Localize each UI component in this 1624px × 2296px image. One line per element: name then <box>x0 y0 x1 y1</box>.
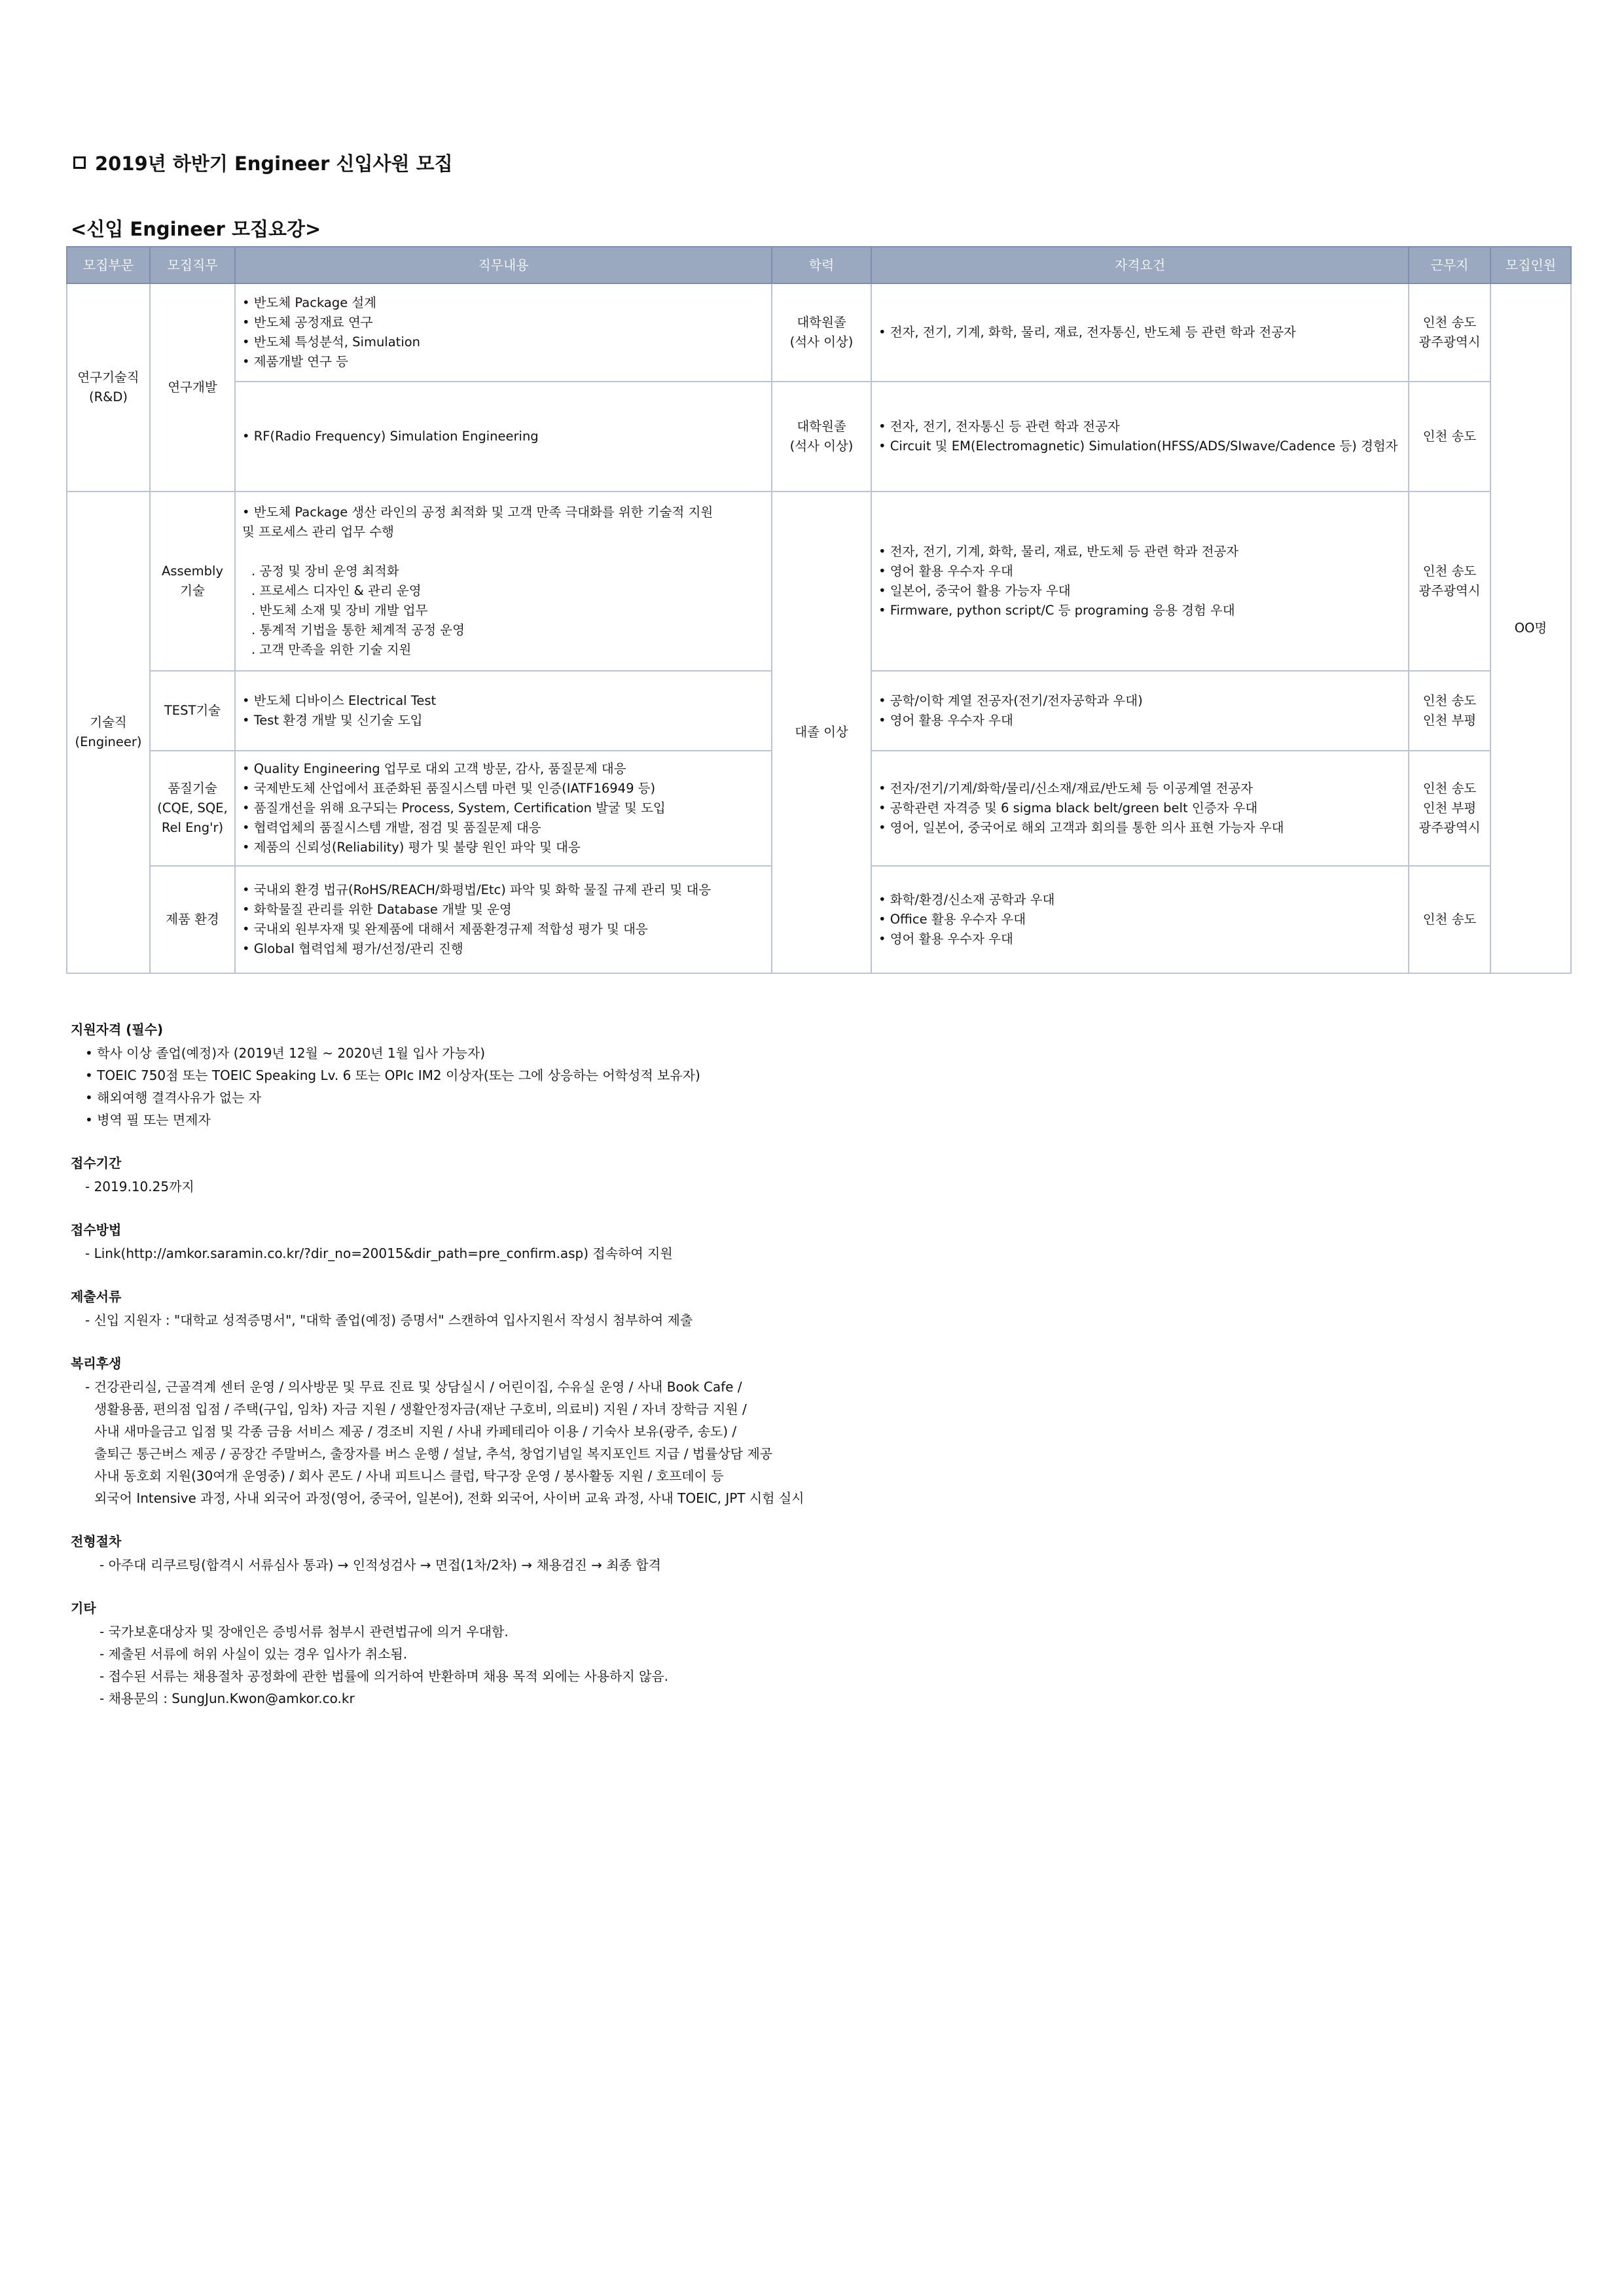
section-title: 전형절차 <box>71 1534 122 1549</box>
education-rnd-2: 대학원졸 (석사 이상) <box>772 382 871 492</box>
list-item: - 접수된 서류는 채용절차 공정화에 관한 법률에 의거하여 반환하며 채용 목적 외에는 사용하지 않음. <box>99 1668 669 1684</box>
list-item: 외국어 Intensive 과정, 사내 외국어 과정(영어, 중국어, 일본어), 전화 외국어, 사이버 교육 과정, 사내 TOEIC, JPT 시험 실시 <box>94 1490 804 1506</box>
section-title: 접수방법 <box>71 1222 122 1238</box>
table-row <box>67 492 1571 671</box>
qualifications-env: • 화학/환경/신소재 공학과 우대 • Office 활용 우수자 우대 • 영어 활용 우수자 우대 <box>871 866 1409 973</box>
location-rnd-1: 인천 송도 광주광역시 <box>1409 283 1490 382</box>
location-env: 인천 송도 <box>1409 866 1490 973</box>
header-division: 모집부문 <box>67 247 150 283</box>
job-assembly: Assembly 기술 <box>150 492 235 671</box>
duties-env: • 국내외 환경 법규(RoHS/REACH/화평법/Etc) 파악 및 화학 물질 규제 관리 및 대응 • 화학물질 관리를 위한 Database 개발 및 운영 • 국내외 원부자재 및 완제품에 대해서 제품환경규제 적합성 평가 및 대응 • Global 협력업체 평가/선정/관리 진행 <box>235 866 772 973</box>
section-welfare <box>71 1352 804 1509</box>
application-link-text: - Link(http://amkor.saramin.co.kr/?dir_no=20015&dir_path=pre_confirm.asp) 접속하여 지원 <box>85 1246 673 1261</box>
section-title: 지원자격 (필수) <box>71 1022 164 1037</box>
education-rnd-1: 대학원졸 (석사 이상) <box>772 283 871 382</box>
qualifications-rnd-2: • 전자, 전기, 전자통신 등 관련 학과 전공자 • Circuit 및 EM(Electromagnetic) Simulation(HFSS/ADS/SIwave/Cadence 등) 경험자 <box>871 382 1409 492</box>
list-item: 생활용품, 편의점 입점 / 주택(구입, 임차) 자금 지원 / 생활안정자금(재난 구호비, 의료비) 지원 / 자녀 장학금 지원 / <box>94 1401 747 1417</box>
section-documents <box>71 1285 804 1331</box>
list-item: • 해외여행 결격사유가 없는 자 <box>85 1090 262 1105</box>
qualifications-assembly: • 전자, 전기, 기계, 화학, 물리, 재료, 반도체 등 관련 학과 전공자 • 영어 활용 우수자 우대 • 일본어, 중국어 활용 가능자 우대 • Firmware, python script/C 등 programing 응용 경험 우대 <box>871 492 1409 671</box>
job-test: TEST기술 <box>150 671 235 751</box>
location-assembly: 인천 송도 광주광역시 <box>1409 492 1490 671</box>
checkbox-square-icon <box>73 156 86 169</box>
list-item: • 학사 이상 졸업(예정)자 (2019년 12월 ~ 2020년 1월 입사 가능자) <box>85 1045 486 1061</box>
duties-test: • 반도체 디바이스 Electrical Test • Test 환경 개발 및 신기술 도입 <box>235 671 772 751</box>
table-row <box>67 382 1571 492</box>
section-method <box>71 1219 804 1265</box>
job-rnd: 연구개발 <box>150 283 235 492</box>
header-education: 학력 <box>772 247 871 283</box>
job-quality: 품질기술 (CQE, SQE, Rel Eng'r) <box>150 751 235 866</box>
duties-quality: • Quality Engineering 업무로 대외 고객 방문, 감사, 품질문제 대응 • 국제반도체 산업에서 표준화된 품질시스템 마련 및 인증(IATF16949 등) • 품질개선을 위해 요구되는 Process, System, Certification 발굴 및 도입 • 협력업체의 품질시스템 개발, 점검 및 품질문제 대응 • 제품의 신뢰성(Reliability) 평가 및 불량 원인 파악 및 대응 <box>235 751 772 866</box>
qualifications-test: • 공학/이학 계열 전공자(전기/전자공학과 우대) • 영어 활용 우수자 우대 <box>871 671 1409 751</box>
list-item: 사내 새마을금고 입점 및 각종 금융 서비스 제공 / 경조비 지원 / 사내 카페테리아 이용 / 기숙사 보유(광주, 송도) / <box>94 1424 737 1439</box>
section-period <box>71 1152 804 1198</box>
section-qualification <box>71 1018 804 1131</box>
page-headline <box>73 149 453 176</box>
job-env: 제품 환경 <box>150 866 235 973</box>
header-job: 모집직무 <box>150 247 235 283</box>
list-item: 사내 동호회 지원(30여개 운영중) / 회사 콘도 / 사내 피트니스 클럽, 탁구장 운영 / 봉사활동 지원 / 호프데이 등 <box>94 1468 724 1484</box>
recruitment-table <box>66 246 1572 974</box>
section-title: 접수기간 <box>71 1155 122 1171</box>
list-item: - 아주대 리쿠르팅(합격시 서류심사 통과) → 인적성검사 → 면접(1차/2차) → 채용검진 → 최종 합격 <box>99 1557 661 1573</box>
section-subtitle: <신입 Engineer 모집요강> <box>71 218 321 240</box>
section-title: 복리후생 <box>71 1355 122 1371</box>
section-title: 기타 <box>71 1600 96 1616</box>
duties-rnd-2: • RF(Radio Frequency) Simulation Engineering <box>235 382 772 492</box>
list-item: • 병역 필 또는 면제자 <box>85 1112 211 1128</box>
list-item: • TOEIC 750점 또는 TOEIC Speaking Lv. 6 또는 OPIc IM2 이상자(또는 그에 상응하는 어학성적 보유자) <box>85 1067 700 1083</box>
headcount-cell: OO명 <box>1490 283 1571 973</box>
details-sections <box>71 1018 804 1731</box>
contact-email: - 채용문의 : SungJun.Kwon@amkor.co.kr <box>99 1691 355 1706</box>
location-quality: 인천 송도 인천 부평 광주광역시 <box>1409 751 1490 866</box>
list-item: - 제출된 서류에 허위 사실이 있는 경우 입사가 취소됨. <box>99 1646 408 1662</box>
list-item: 출퇴근 통근버스 제공 / 공장간 주말버스, 출장자를 버스 운행 / 설날, 추석, 창업기념일 복지포인트 지급 / 법률상담 제공 <box>94 1446 773 1462</box>
table-row <box>67 283 1571 382</box>
list-item: - 건강관리실, 근골격계 센터 운영 / 의사방문 및 무료 진료 및 상담실시 / 어린이집, 수유실 운영 / 사내 Book Cafe / <box>85 1379 742 1395</box>
header-location: 근무지 <box>1409 247 1490 283</box>
section-title: 제출서류 <box>71 1289 122 1304</box>
header-duties: 직무내용 <box>235 247 772 283</box>
duties-rnd-1: • 반도체 Package 설계 • 반도체 공정재료 연구 • 반도체 특성분석, Simulation • 제품개발 연구 등 <box>235 283 772 382</box>
qualifications-rnd-1: • 전자, 전기, 기계, 화학, 물리, 재료, 전자통신, 반도체 등 관련 학과 전공자 <box>871 283 1409 382</box>
section-etc <box>71 1597 804 1710</box>
division-engineer: 기술직 (Engineer) <box>67 492 150 973</box>
education-engineer: 대졸 이상 <box>772 492 871 973</box>
header-qualifications: 자격요건 <box>871 247 1409 283</box>
section-process <box>71 1530 804 1576</box>
location-test: 인천 송도 인천 부평 <box>1409 671 1490 751</box>
list-item: - 신입 지원자 : "대학교 성적증명서", "대학 졸업(예정) 증명서" 스캔하여 입사지원서 작성시 첨부하여 제출 <box>85 1312 693 1328</box>
location-rnd-2: 인천 송도 <box>1409 382 1490 492</box>
division-rnd: 연구기술직 (R&D) <box>67 283 150 492</box>
header-headcount: 모집인원 <box>1490 247 1571 283</box>
list-item: - 2019.10.25까지 <box>85 1179 194 1194</box>
list-item: - 국가보훈대상자 및 장애인은 증빙서류 첨부시 관련법규에 의거 우대함. <box>99 1624 509 1640</box>
page-headline-text: 2019년 하반기 Engineer 신입사원 모집 <box>95 152 453 175</box>
qualifications-quality: • 전자/전기/기계/화학/물리/신소재/재료/반도체 등 이공계열 전공자 • 공학관련 자격증 및 6 sigma black belt/green belt 인증자 우대 • 영어, 일본어, 중국어로 해외 고객과 회의를 통한 의사 표현 가능자 우대 <box>871 751 1409 866</box>
table-header-row <box>67 247 1571 283</box>
duties-assembly: • 반도체 Package 생산 라인의 공정 최적화 및 고객 만족 극대화를 위한 기술적 지원 및 프로세스 관리 업무 수행 . 공정 및 장비 운영 최적화 . 프로세스 디자인 & 관리 운영 . 반도체 소재 및 장비 개발 업무 . 통계적 기법을 통한 체계적 공정 운영 . 고객 만족을 위한 기술 지원 <box>235 492 772 671</box>
